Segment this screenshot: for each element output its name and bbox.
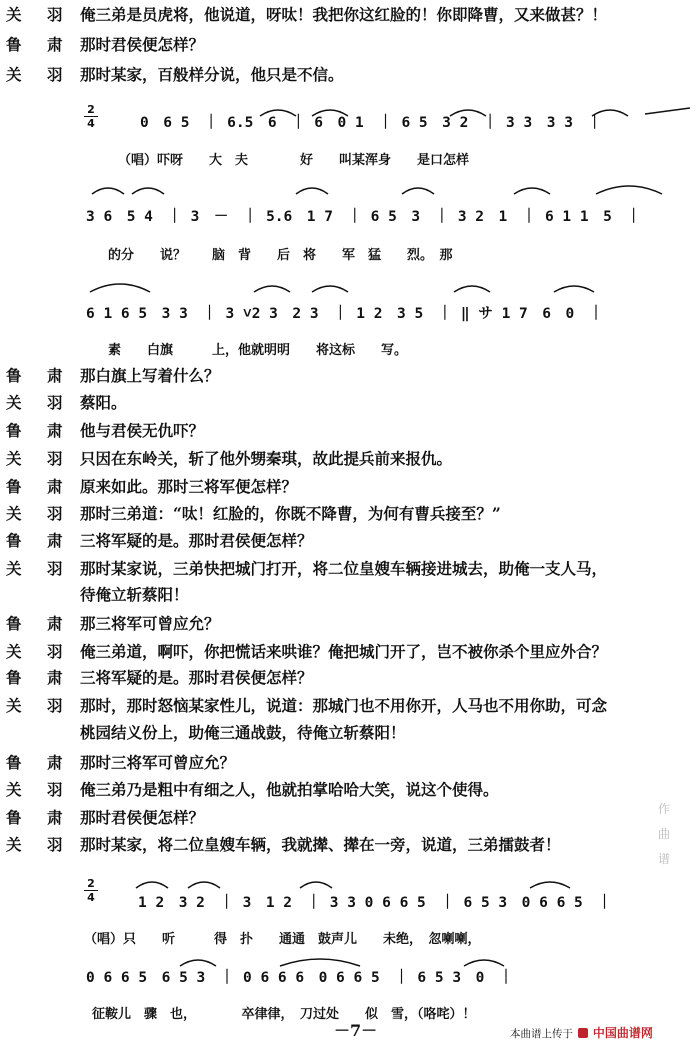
time-signature: 2 4 — [84, 878, 98, 903]
notation-row: 6 1 6 5 3 3 ｜ 3 ˅2 3 2 3 ｜ 1 2 3 5 ｜ ‖ サ 1 7 6 0 ｜ — [86, 306, 604, 322]
speaker-name: 关 羽 — [6, 504, 68, 523]
dialogue-text: 原来如此。那时三将军便怎样？ — [80, 477, 298, 496]
dialogue-text: 那时三弟道：“呔！红脸的，你既不降曹，为何有曹兵接至？” — [80, 504, 501, 523]
time-signature: 2 4 — [84, 104, 98, 129]
speaker-name: 关 羽 — [6, 696, 68, 715]
speaker-name: 关 羽 — [6, 559, 68, 578]
dialogue-text: 俺三弟是员虎将，他说道，呀呔！我把你这红脸的！你即降曹，又来做甚？！ — [80, 5, 608, 24]
dialogue-text: 俺三弟道，啊吓，你把慌话来哄谁？俺把城门开了，岂不被你杀个里应外合？ — [80, 642, 608, 661]
speaker-name: 关 羽 — [6, 780, 68, 799]
slur-marks — [84, 180, 694, 200]
lyrics-row: 的分 说？ 脑 背 后 将 军 猛 烈。 那 — [108, 248, 453, 263]
speaker-name: 鲁 肃 — [6, 531, 68, 550]
speaker-name: 鲁 肃 — [6, 35, 68, 54]
speaker-name: 关 羽 — [6, 449, 68, 468]
speaker-name: 关 羽 — [6, 393, 68, 412]
dialogue-text: 那时，那时怒恼某家性儿，说道：那城门也不用你开，人马也不用你助，可念 — [80, 696, 608, 715]
dialogue-text: 蔡阳。 — [80, 393, 127, 412]
notation-row: 0 6 6 5 6 5 3 ｜ 0 6 6 6 0 6 6 5 ｜ 6 5 3 0 ｜ — [86, 970, 514, 986]
speaker-name: 鲁 肃 — [6, 366, 68, 385]
dialogue-text: 那时君侯便怎样？ — [80, 35, 205, 54]
dialogue-text: 那时君侯便怎样？ — [80, 808, 205, 827]
speaker-name: 鲁 肃 — [6, 421, 68, 440]
notation-row: 1 2 3 2 ｜ 3 1 2 ｜ 3 3 0 6 6 5 ｜ 6 5 3 0 6 6 5 ｜ — [138, 895, 612, 911]
dialogue-text: 那时某家，将二位皇嫂车辆，我就撵、撵在一旁，说道，三弟擂鼓者！ — [80, 835, 561, 854]
dialogue-text: 三将军疑的是。那时君侯便怎样？ — [80, 531, 313, 550]
slur-marks — [84, 276, 694, 296]
source-credit — [510, 1024, 653, 1041]
speaker-name: 关 羽 — [6, 5, 68, 24]
speaker-name: 关 羽 — [6, 642, 68, 661]
dialogue-text: 三将军疑的是。那时君侯便怎样？ — [80, 668, 313, 687]
lyrics-row: （唱）只 听 得 扑 通通 鼓声儿 未绝， 忽喇喇， — [84, 932, 481, 947]
dialogue-text: 俺三弟乃是粗中有细之人，他就拍掌哈哈大笑，说这个使得。 — [80, 780, 499, 799]
site-logo-icon — [578, 1028, 588, 1038]
watermark-glyph: 作 — [658, 802, 671, 816]
speaker-name: 关 羽 — [6, 835, 68, 854]
page-number: －7－ — [334, 1021, 378, 1040]
watermark-glyph: 曲 — [658, 827, 671, 841]
notation-row: 3 6 5 4 ｜ 3 － ｜ 5.6 1 7 ｜ 6 5 3 ｜ 3 2 1 ｜ 6 1 1 5 ｜ — [86, 209, 641, 225]
speaker-name: 关 羽 — [6, 65, 68, 84]
dialogue-text-continued: 桃园结义份上，助俺三通战鼓，待俺立斩蔡阳！ — [80, 723, 406, 742]
lyrics-row: （唱）吓呀 大 夫 好 叫某浑身 是口怎样 — [118, 153, 470, 168]
dialogue-text: 他与君侯无仇吓？ — [80, 421, 205, 440]
speaker-name: 鲁 肃 — [6, 614, 68, 633]
dialogue-text: 那时三将军可曾应允？ — [80, 753, 236, 772]
speaker-name: 鲁 肃 — [6, 477, 68, 496]
dialogue-text: 那三将军可曾应允？ — [80, 614, 220, 633]
dialogue-text: 只因在东岭关，斩了他外甥秦琪，故此提兵前来报仇。 — [80, 449, 453, 468]
lyrics-row: 素 白旗 上，他就明明 将这标 写。 — [108, 343, 408, 358]
dialogue-text: 那白旗上写着什么？ — [80, 366, 220, 385]
credit-text: 本曲谱上传于 — [510, 1028, 573, 1040]
dialogue-text: 那时某家说，三弟快把城门打开，将二位皇嫂车辆接进城去，助俺一支人马， — [80, 559, 608, 578]
dialogue-text: 那时某家，百般样分说，他只是不信。 — [80, 65, 344, 84]
speaker-name: 鲁 肃 — [6, 808, 68, 827]
speaker-name: 鲁 肃 — [6, 753, 68, 772]
speaker-name: 鲁 肃 — [6, 668, 68, 687]
dialogue-text-continued: 待俺立斩蔡阳！ — [80, 585, 189, 604]
lyrics-row: 征鞍儿 骤 也， 卒律律， 刀过处 似 雪，（咯咤）！ — [92, 1007, 476, 1022]
watermark-glyph: 谱 — [658, 852, 671, 866]
site-brand: 中国曲谱网 — [592, 1026, 653, 1040]
notation-row: 0 6 5 ｜ 6.5 6 ｜ 6 0 1 ｜ 6 5 3 2 ｜ 3 3 3 3 ｜ — [140, 115, 602, 131]
